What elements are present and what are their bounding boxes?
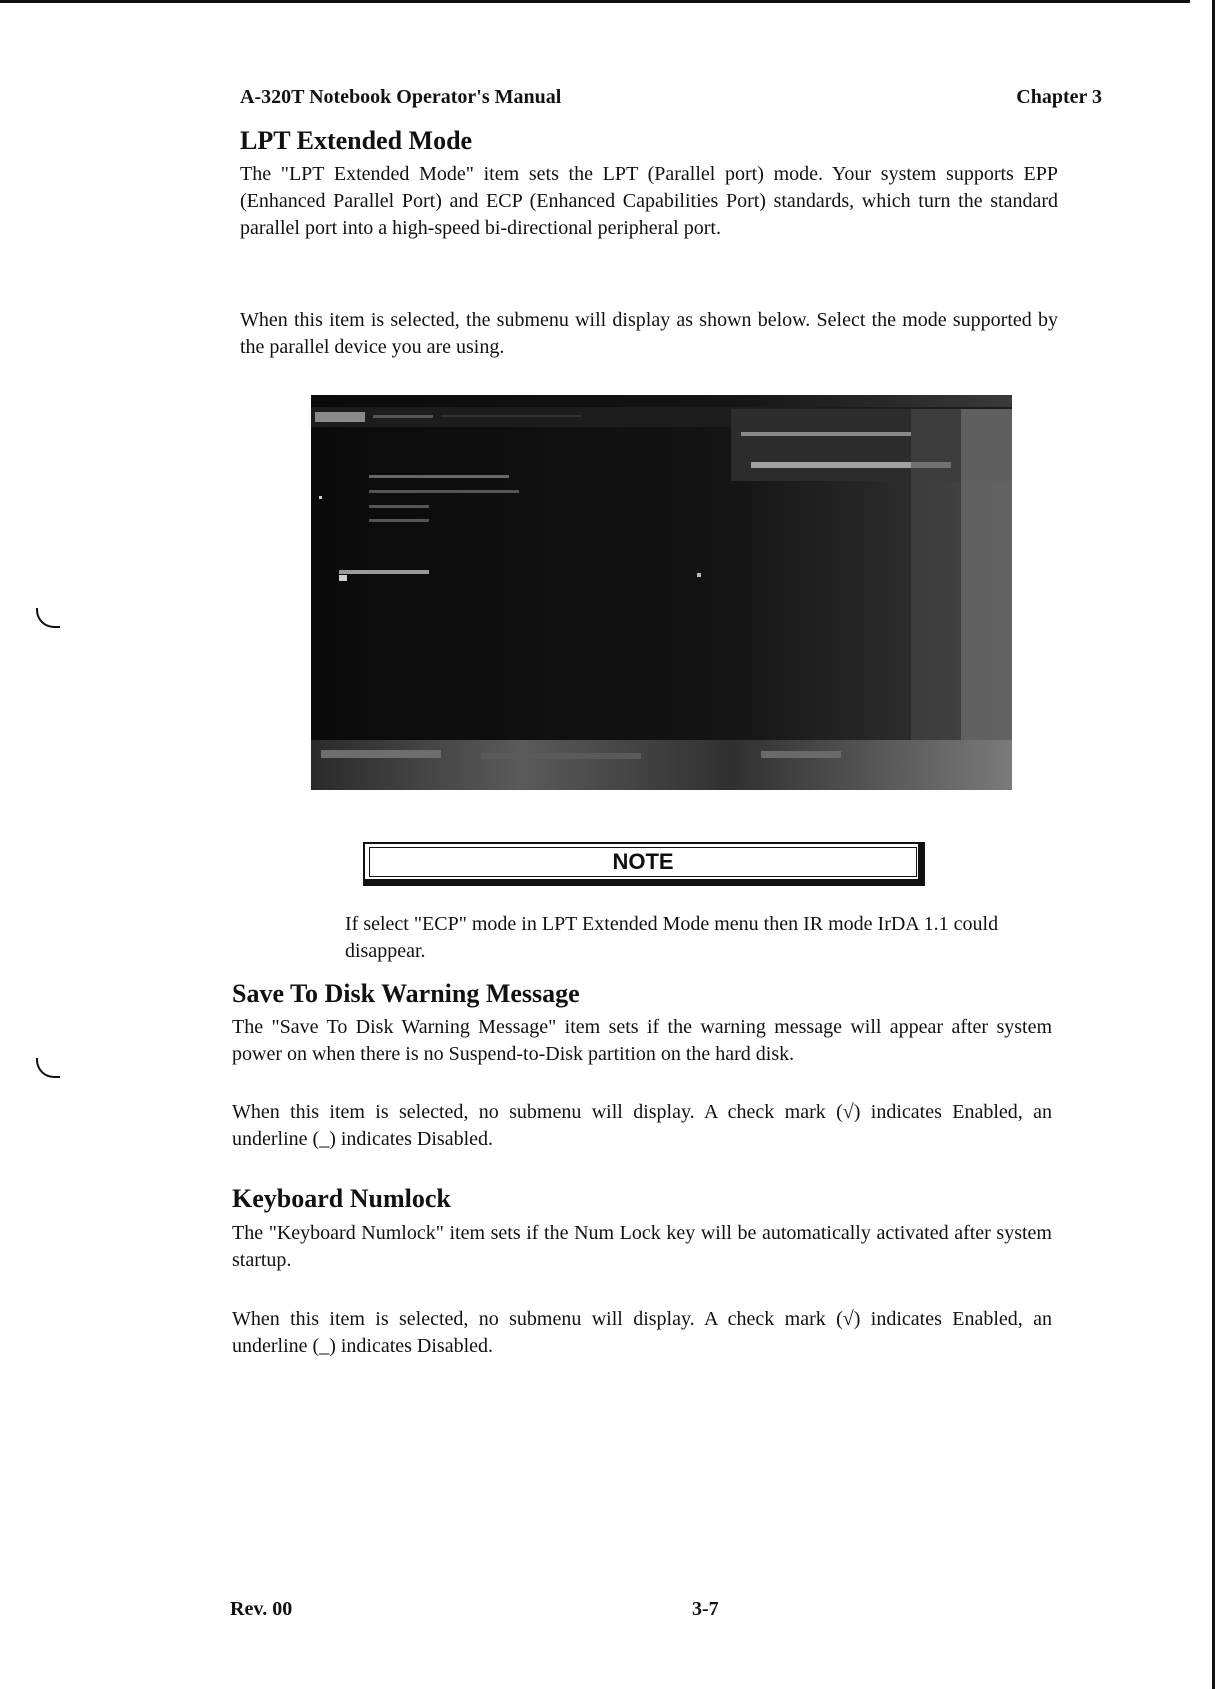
bios-screenshot <box>311 395 1012 790</box>
footer-page-number: 3-7 <box>692 1598 719 1620</box>
save-to-disk-section-title: Save To Disk Warning Message <box>232 979 580 1008</box>
save-to-disk-paragraph-2: When this item is selected, no submenu will display. A check mark (√) indicates Enabled, an underline (_) indicates Disabled. <box>232 1101 1052 1150</box>
note-text: If select "ECP" mode in LPT Extended Mode menu then IR mode IrDA 1.1 could disappear. <box>345 913 999 962</box>
keyboard-numlock-section-title: Keyboard Numlock <box>232 1184 451 1213</box>
footer-revision: Rev. 00 <box>230 1598 293 1620</box>
manual-title: A-320T Notebook Operator's Manual <box>240 86 562 108</box>
lpt-paragraph-1: The "LPT Extended Mode" item sets the LPT (Parallel port) mode. Your system supports EPP (Enhanced Parallel Port) and ECP (Enhanced Capabilities Port) standards, which turn the standard parallel port into a high-speed bi-directional peripheral port. <box>240 163 1058 239</box>
keyboard-numlock-paragraph-1: The "Keyboard Numlock" item sets if the Num Lock key will be automatically activated after system startup. <box>232 1222 1052 1271</box>
keyboard-numlock-paragraph-2: When this item is selected, no submenu will display. A check mark (√) indicates Enabled, an underline (_) indicates Disabled. <box>232 1308 1052 1357</box>
page-header <box>240 86 1102 109</box>
save-to-disk-paragraph-1: The "Save To Disk Warning Message" item sets if the warning message will appear after system power on when there is no Suspend-to-Disk partition on the hard disk. <box>232 1016 1052 1065</box>
lpt-section-title: LPT Extended Mode <box>240 126 473 155</box>
binding-hole-mark <box>36 608 60 628</box>
note-box <box>363 842 931 894</box>
lpt-paragraph-2: When this item is selected, the submenu will display as shown below. Select the mode supported by the parallel device you are using. <box>240 309 1058 358</box>
chapter-label: Chapter 3 <box>1016 86 1102 108</box>
binding-hole-mark <box>36 1058 60 1078</box>
note-label: NOTE <box>612 849 674 874</box>
